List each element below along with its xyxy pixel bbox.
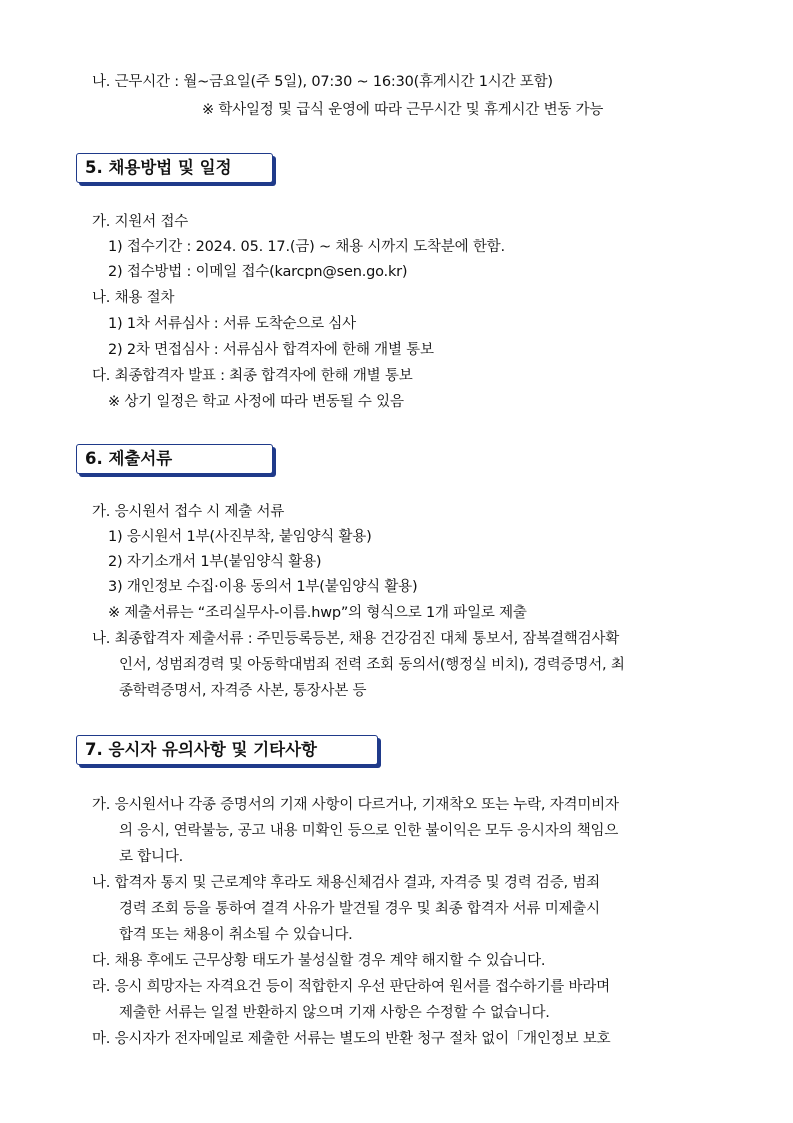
section-6-heading xyxy=(76,444,273,474)
s6-line-4: 3) 개인정보 수집·이용 동의서 1부(붙임양식 활용) xyxy=(108,579,418,595)
s6-line-2: 1) 응시원서 1부(사진부착, 붙임양식 활용) xyxy=(108,529,372,545)
s5-line-3: 2) 접수방법 : 이메일 접수(karcpn@sen.go.kr) xyxy=(108,264,408,280)
s5-line-1: 가. 지원서 접수 xyxy=(92,214,189,230)
s7-line-2: 의 응시, 연락불능, 공고 내용 미확인 등으로 인한 불이익은 모두 응시자의 책임으 xyxy=(119,823,619,839)
work-hours-line: 나. 근무시간 : 월~금요일(주 5일), 07:30 ~ 16:30(휴게시간 1시간 포함) xyxy=(92,74,553,90)
s5-line-2: 1) 접수기간 : 2024. 05. 17.(금) ~ 채용 시까지 도착분에 한함. xyxy=(108,239,505,255)
s7-line-10: 마. 응시자가 전자메일로 제출한 서류는 별도의 반환 청구 절차 없이「개인정보 보호 xyxy=(92,1031,611,1047)
s6-line-6: 나. 최종합격자 제출서류 : 주민등록등본, 채용 건강검진 대체 통보서, 잠복결핵검사확 xyxy=(92,631,620,647)
s5-line-8: ※ 상기 일정은 학교 사정에 따라 변동될 수 있음 xyxy=(108,394,404,410)
s7-line-7: 다. 채용 후에도 근무상황 태도가 불성실할 경우 계약 해지할 수 있습니다. xyxy=(92,953,546,969)
work-hours-note: ※ 학사일정 및 급식 운영에 따라 근무시간 및 휴게시간 변동 가능 xyxy=(202,102,604,118)
s6-line-3: 2) 자기소개서 1부(붙임양식 활용) xyxy=(108,554,322,570)
s6-line-8: 종학력증명서, 자격증 사본, 통장사본 등 xyxy=(119,683,367,699)
s6-line-7: 인서, 성범죄경력 및 아동학대범죄 전력 조회 동의서(행정실 비치), 경력증명서, 최 xyxy=(119,657,625,673)
s6-line-1: 가. 응시원서 접수 시 제출 서류 xyxy=(92,504,285,520)
s7-line-9: 제출한 서류는 일절 반환하지 않으며 기재 사항은 수정할 수 없습니다. xyxy=(119,1005,550,1021)
s7-line-4: 나. 합격자 통지 및 근로계약 후라도 채용신체검사 결과, 자격증 및 경력 검증, 범죄 xyxy=(92,875,600,891)
s7-line-5: 경력 조회 등을 통하여 결격 사유가 발견될 경우 및 최종 합격자 서류 미제출시 xyxy=(119,901,600,917)
section-5-title: 5. 채용방법 및 일정 xyxy=(85,158,232,177)
section-7-heading xyxy=(76,735,378,765)
s7-line-6: 합격 또는 채용이 취소될 수 있습니다. xyxy=(119,927,353,943)
s5-line-5: 1) 1차 서류심사 : 서류 도착순으로 심사 xyxy=(108,316,356,332)
s7-line-3: 로 합니다. xyxy=(119,849,184,865)
section-7-title: 7. 응시자 유의사항 및 기타사항 xyxy=(85,740,317,759)
s6-line-5: ※ 제출서류는 “조리실무사-이름.hwp”의 형식으로 1개 파일로 제출 xyxy=(108,605,527,621)
section-6-title: 6. 제출서류 xyxy=(85,449,173,468)
s7-line-1: 가. 응시원서나 각종 증명서의 기재 사항이 다르거나, 기재착오 또는 누락, 자격미비자 xyxy=(92,797,619,813)
s5-line-6: 2) 2차 면접심사 : 서류심사 합격자에 한해 개별 통보 xyxy=(108,342,434,358)
section-5-heading xyxy=(76,153,273,183)
s5-line-7: 다. 최종합격자 발표 : 최종 합격자에 한해 개별 통보 xyxy=(92,368,413,384)
s5-line-4: 나. 채용 절차 xyxy=(92,290,175,306)
s7-line-8: 라. 응시 희망자는 자격요건 등이 적합한지 우선 판단하여 원서를 접수하기를 바라며 xyxy=(92,979,610,995)
